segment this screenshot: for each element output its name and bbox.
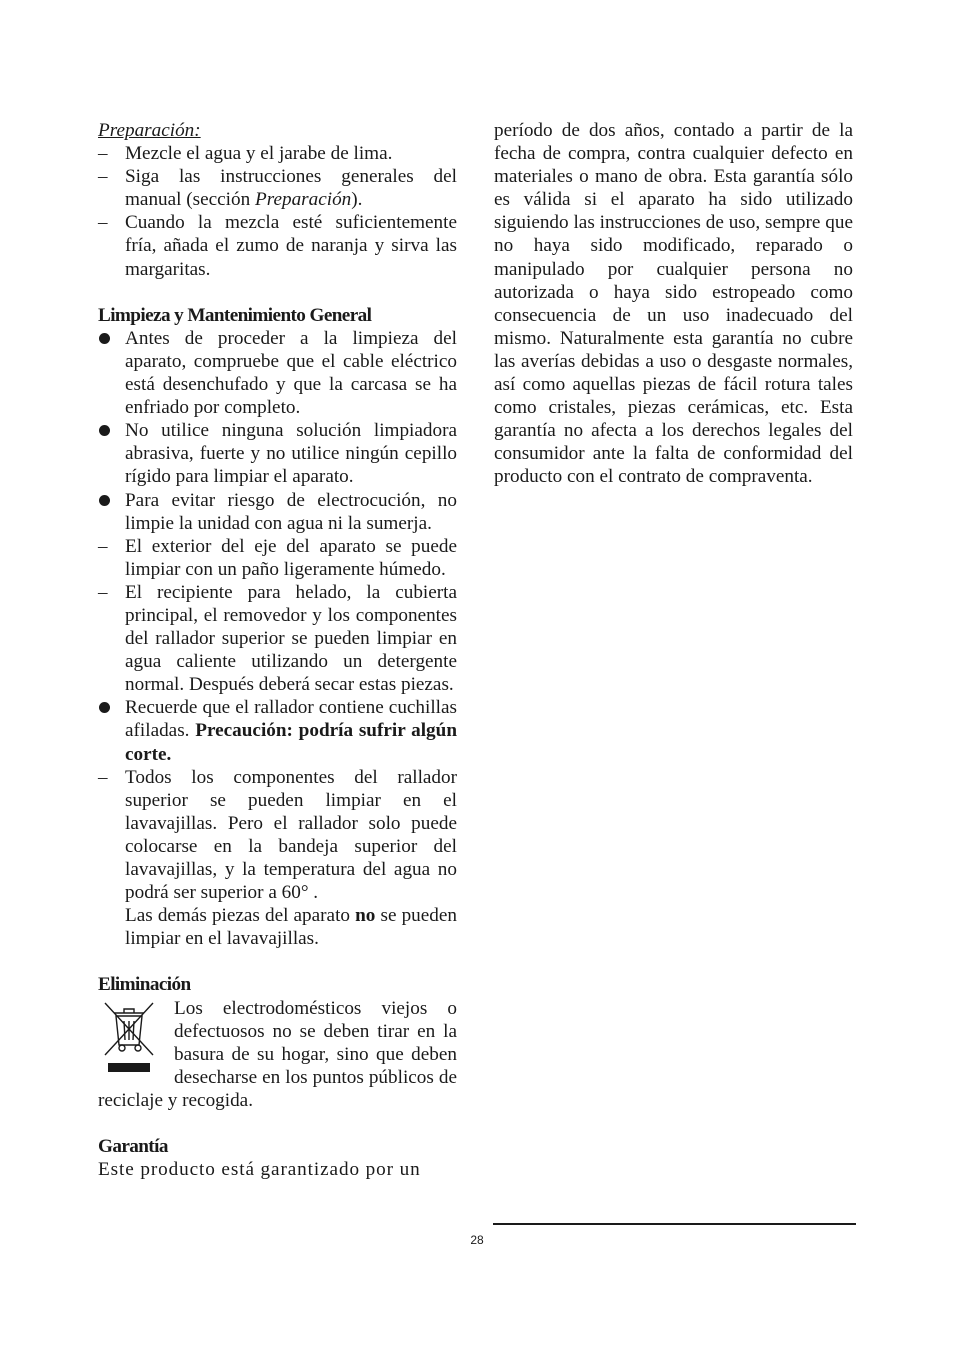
list-item-text: Siga las instrucciones generales del manual (sección bbox=[125, 166, 457, 211]
list-item-text: No utilice ninguna solución limpiadora abrasiva, fuerte y no utilice ningún cepillo rígido para limpiar el aparato. bbox=[125, 420, 457, 488]
list-item-text: Cuando la mezcla esté suficientemente fría, añada el zumo de naranja y sirva las margaritas. bbox=[125, 212, 457, 280]
list-item-text: El recipiente para helado, la cubierta principal, el removedor y los componentes del rallador superior se pueden limpiar en agua caliente utilizando un detergente normal. Después deberá secar estas piezas. bbox=[125, 581, 457, 696]
page-number: 28 bbox=[470, 1233, 484, 1247]
list-item-text: Todos los componentes del rallador superior se pueden limpiar en el lavavajillas. Pero el rallador solo puede colocarse en la bandeja superior del lavavajillas, y la temperatura del agua no podrá ser superior a 60° . bbox=[125, 766, 457, 904]
list-item-italic: Preparación bbox=[255, 189, 352, 211]
list-item bbox=[98, 142, 457, 165]
list-item bbox=[98, 696, 457, 765]
crossed-out-wheelie-bin-icon bbox=[100, 999, 158, 1077]
disposal-heading: Eliminación bbox=[98, 974, 191, 996]
caution-text: Precaución: podría sufrir algún corte. bbox=[125, 720, 457, 765]
dash-icon: – bbox=[98, 766, 108, 788]
list-item bbox=[98, 535, 457, 581]
dash-icon: – bbox=[98, 166, 108, 188]
warranty-text: Este producto está garantizado por un bbox=[98, 1159, 421, 1181]
list-item bbox=[98, 165, 457, 211]
right-column bbox=[494, 119, 853, 489]
note-text: Las demás piezas del aparato bbox=[125, 905, 356, 927]
dash-icon: – bbox=[98, 143, 108, 165]
disposal-section bbox=[98, 997, 457, 1112]
list-item-text: Para evitar riesgo de electrocución, no limpie la unidad con agua ni la sumerja. bbox=[125, 489, 457, 534]
warranty-heading: Garantía bbox=[98, 1136, 168, 1158]
warranty-text-continued: período de dos años, contado a partir de la fecha de compra, contra cualquier defecto en materiales o mano de obra. Esta garantía sólo es válida si el aparato ha sido utilizado siguiendo las instrucciones de uso, sempre que no haya sido modificado, reparado o manipulado por cualquier persona no autorizada o haya sido estropeado como consecuencia de un uso inadecuado del mismo. Naturalmente esta garantía no cubre las averías debidas a uso o desgaste normales, así como aquellas piezas de fácil rotura tales como cristales, piezas cerámicas, etc. Esta garantía no afecta a los derechos legales del consumidor ante la falta de conformidad del producto con el contrato de compraventa. bbox=[494, 120, 853, 488]
dash-icon: – bbox=[98, 212, 108, 234]
list-item-text: Recuerde que el rallador contiene cuchillas afiladas. bbox=[125, 697, 457, 742]
list-item-text: El exterior del eje del aparato se puede limpiar con un paño ligeramente húmedo. bbox=[125, 535, 457, 580]
list-item-text: Mezcle el agua y el jarabe de lima. bbox=[125, 143, 393, 165]
dash-icon: – bbox=[98, 535, 108, 557]
list-item-text: Antes de proceder a la limpieza del aparato, compruebe que el cable eléctrico está desenchufado y que la carcasa se ha enfriado por completo. bbox=[125, 327, 457, 419]
note-text-end: se pueden limpiar en el lavavajillas. bbox=[125, 905, 457, 950]
list-item bbox=[98, 327, 457, 419]
note-bold: no bbox=[355, 905, 376, 927]
dishwasher-note bbox=[98, 904, 457, 950]
left-column bbox=[98, 119, 457, 1181]
preparation-title: Preparación: bbox=[98, 120, 201, 141]
list-item bbox=[98, 581, 457, 696]
list-item bbox=[98, 211, 457, 280]
dash-icon: – bbox=[98, 581, 108, 603]
list-item bbox=[98, 419, 457, 488]
footer-rule bbox=[493, 1223, 856, 1225]
cleaning-heading: Limpieza y Mantenimiento General bbox=[98, 304, 372, 326]
disposal-text: Los electrodomésticos viejos o defectuosos no se deben tirar en la basura de su hogar, sino que deben desecharse en los puntos públicos de reciclaje y recogida. bbox=[98, 997, 457, 1111]
list-item bbox=[98, 766, 457, 905]
list-item-end: ). bbox=[351, 189, 363, 211]
list-item bbox=[98, 489, 457, 535]
